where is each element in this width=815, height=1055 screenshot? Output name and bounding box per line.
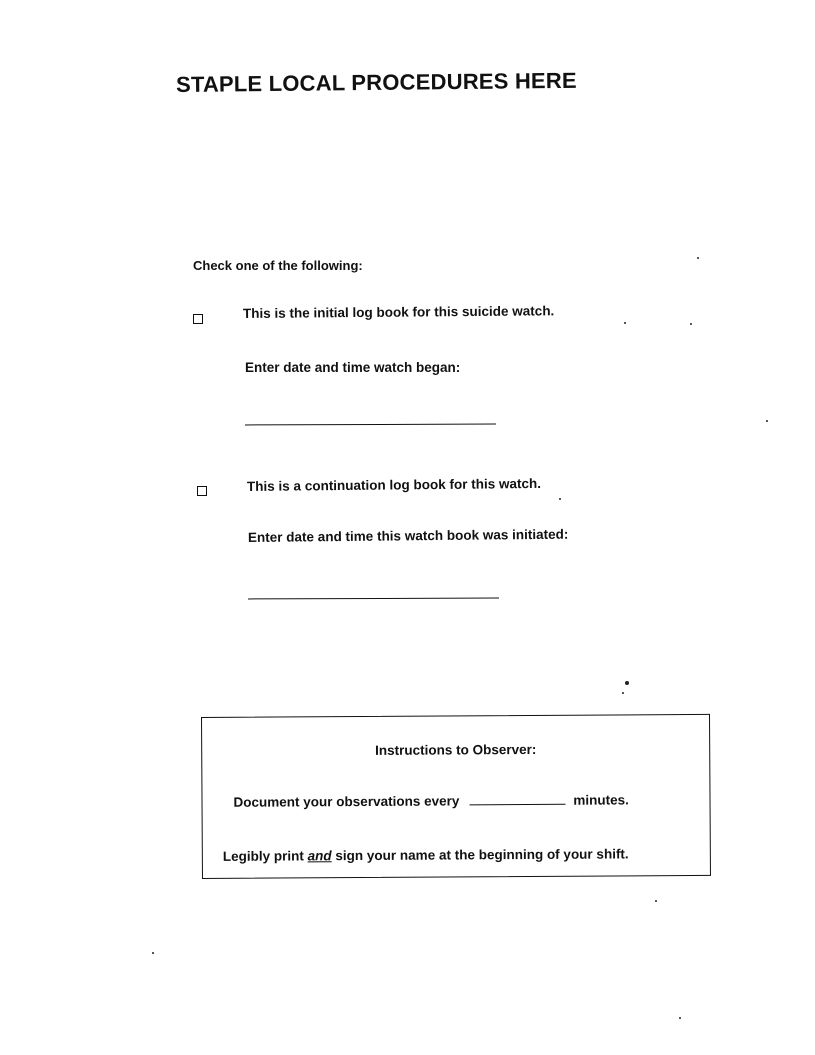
sign-name-suffix: sign your name at the beginning of your shift. [335,846,629,864]
initial-log-date-field[interactable] [245,424,496,426]
instructions-box [201,714,711,879]
continuation-log-date-prompt: Enter date and time this watch book was initiated: [247,526,569,545]
continuation-log-date-field[interactable] [248,598,499,600]
scan-speck [690,323,692,325]
continuation-log-label: This is a continuation log book for this watch. [246,475,542,494]
observation-interval-suffix: minutes. [573,792,629,808]
sign-name-line [223,846,629,863]
instructions-heading: Instructions to Observer: [375,741,537,758]
initial-log-checkbox[interactable] [193,314,203,324]
scan-speck [766,420,768,422]
page-title: STAPLE LOCAL PROCEDURES HERE [175,67,577,97]
observation-interval-prefix: Document your observations every [233,793,460,810]
sign-name-emphasis: and [307,848,332,864]
continuation-log-checkbox[interactable] [197,486,207,496]
scan-speck [152,952,154,954]
scan-speck [559,498,561,500]
initial-log-date-prompt: Enter date and time watch began: [245,360,461,375]
observation-interval-line [233,792,628,809]
scan-speck [679,1017,681,1019]
check-prompt: Check one of the following: [193,258,363,273]
scan-speck [622,692,624,694]
initial-log-label: This is the initial log book for this suicide watch. [242,303,555,321]
scan-speck [624,322,626,324]
observation-interval-field[interactable] [469,794,565,806]
scan-speck [625,681,629,685]
scan-speck [655,900,657,902]
scan-speck [697,257,699,259]
sign-name-prefix: Legibly print [222,848,304,864]
